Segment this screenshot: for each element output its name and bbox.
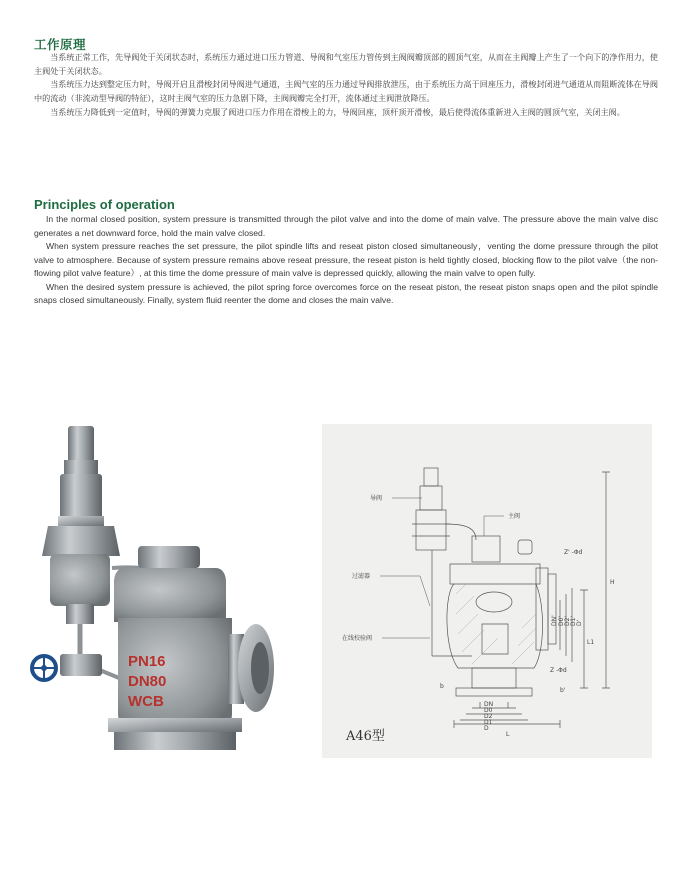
- cn-paragraph: 当系统压力达到整定压力时，导阀开启且滑梭封闭导阀进气通道，主阀气室的压力通过导阀排放泄压，由于系统压力高于回座压力，滑梭封闭进气通道从而阻断流体在导阀中的流动（非流动型导阀的特征），这时主阀气室的压力急剧下降，主阀阀瓣完全打开，流体通过主阀泄放降压。: [34, 79, 658, 104]
- dim-dn: DN: [484, 701, 494, 708]
- en-paragraph: When the desired system pressure is achieved, the pilot spring force overcomes force on the reseat piston, the reseat piston snaps open and the pilot spindle snaps closed simultaneously. Finally, system fluid reenter the dome and closes the main valve.: [34, 281, 658, 305]
- dim-d22: D2': [564, 615, 571, 626]
- dim-l1: L1: [587, 639, 595, 646]
- body-marking: PN16: [128, 653, 166, 670]
- technical-drawing-panel: [322, 424, 652, 758]
- test-valve: [60, 654, 102, 676]
- dim-h: H: [610, 579, 615, 586]
- dim-d02: D0': [558, 615, 565, 626]
- label-test-valve: 在线校验阀: [342, 635, 373, 642]
- en-paragraph: When system pressure reaches the set pressure, the pilot spindle lifts and reseat piston closed simultaneously，venting the dome pressure through the pilot valve to atmosphere. Because of system pressure remains above reseat pressure, the reseat piston is held tightly closed, blocking flow to the pilot valve（the non-flowing pilot valve feature）, at this time the dome pressure of main valve is depressed quickly, allowing the main valve to open fully.: [34, 241, 658, 278]
- dim-d12: D1': [570, 615, 577, 626]
- dim-dn2: DN': [551, 615, 558, 626]
- label-inlet-flange: Z' -Φd: [564, 549, 583, 556]
- pilot-cap: [68, 426, 94, 462]
- cn-paragraph: 当系统压力降低到一定值时，导阀的弹簧力克服了阀进口压力作用在滑梭上的力，导阀回座，顶杆顶开滑梭，最后使得流体重新进入主阀的圆顶气室，关闭主阀。: [50, 106, 625, 117]
- dim-d-prime: D': [576, 619, 583, 626]
- dim-d2: D2: [484, 713, 493, 720]
- dim-d1: D1: [484, 719, 493, 726]
- label-filter: 过滤器: [352, 573, 371, 580]
- valve-photo: [20, 418, 282, 764]
- cn-heading: 工作原理: [34, 38, 87, 52]
- en-body: [34, 213, 658, 308]
- label-main: 主阀: [508, 513, 521, 520]
- dim-b2: b': [560, 687, 566, 694]
- body-marking: DN80: [128, 673, 167, 690]
- body-marking: WCB: [128, 693, 164, 710]
- pilot-body: [50, 554, 110, 606]
- cn-body: [34, 51, 658, 120]
- en-heading: Principles of operation: [34, 197, 175, 212]
- technical-drawing: [322, 424, 652, 758]
- dim-d0: D0: [484, 707, 493, 714]
- model-label: A46型: [346, 729, 385, 744]
- main-valve-cover: [138, 546, 200, 568]
- label-pilot: 导阀: [370, 495, 383, 502]
- dim-l: L: [506, 731, 510, 738]
- cn-paragraph: 当系统正常工作，先导阀处于关闭状态时，系统压力通过进口压力管道、导阀和气室压力管传到主阀阀瓣顶部的圆顶气室，从而在主阀瓣上产生了一个向下的净作用力，使主阀处于关闭状态。: [34, 52, 658, 76]
- label-outlet-flange: Z -Φd: [550, 667, 567, 674]
- inlet-flange: [108, 718, 242, 732]
- dim-b: b: [440, 683, 444, 690]
- pilot-spring-housing: [60, 474, 102, 520]
- en-paragraph: In the normal closed position, system pressure is transmitted through the pilot valve and into the dome of main valve. The pressure above the main valve disc generates a net downward force, hold the main valve closed.: [34, 214, 658, 238]
- dim-d: D: [484, 725, 489, 732]
